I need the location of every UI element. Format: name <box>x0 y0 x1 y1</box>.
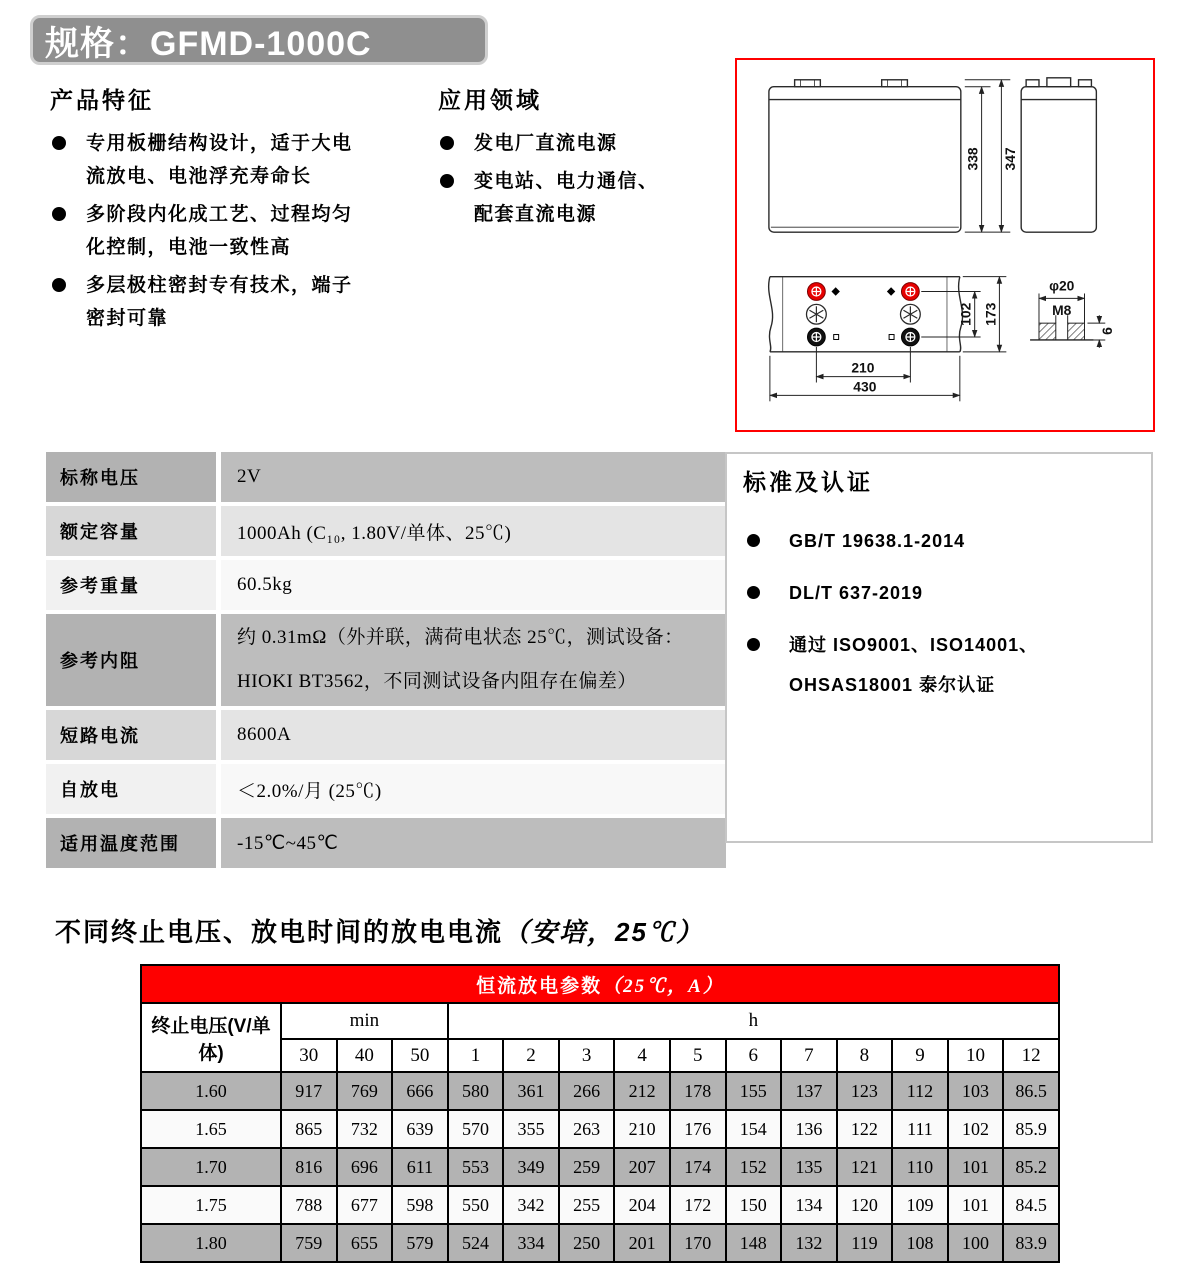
dim-terminal-diameter-label: φ20 <box>1049 277 1075 294</box>
top-view-dimensions <box>770 277 1006 402</box>
current-cell: 210 <box>614 1110 670 1148</box>
spec-label-cell: 参考内阻 <box>46 614 216 706</box>
bullet-icon <box>52 136 66 150</box>
current-cell: 176 <box>670 1110 726 1148</box>
spec-table <box>41 448 731 872</box>
current-cell: 85.9 <box>1003 1110 1059 1148</box>
column-header: 7 <box>781 1039 837 1072</box>
current-cell: 250 <box>559 1224 615 1262</box>
column-header: 9 <box>892 1039 948 1072</box>
battery-top-view <box>769 277 963 352</box>
spec-label-cell: 短路电流 <box>46 710 216 760</box>
current-cell: 112 <box>892 1072 948 1110</box>
voltage-cell: 1.75 <box>141 1186 281 1224</box>
column-header: 3 <box>559 1039 615 1072</box>
positive-terminal-icon <box>807 283 825 301</box>
end-voltage-column-header: 终止电压(V/单体) <box>141 1003 281 1072</box>
spec-value-cell: 1000Ah (C₁₀, 1.80V/单体、25℃) <box>221 506 726 556</box>
spec-title: 规格：GFMD-1000C <box>45 24 372 63</box>
current-cell: 132 <box>781 1224 837 1262</box>
bullet-icon <box>747 586 760 599</box>
column-header: 4 <box>614 1039 670 1072</box>
current-cell: 677 <box>337 1186 393 1224</box>
current-cell: 666 <box>392 1072 448 1110</box>
dimension-drawing-panel <box>735 58 1155 432</box>
bullet-icon <box>52 207 66 221</box>
current-cell: 102 <box>948 1110 1004 1148</box>
bullet-icon <box>747 534 760 547</box>
bullet-icon <box>52 278 66 292</box>
current-cell: 553 <box>448 1148 504 1186</box>
current-cell: 154 <box>726 1110 782 1148</box>
dim-total-height-label: 347 <box>1002 147 1019 171</box>
current-cell: 101 <box>948 1186 1004 1224</box>
current-cell: 263 <box>559 1110 615 1148</box>
applications-list <box>438 127 670 231</box>
current-cell: 134 <box>781 1186 837 1224</box>
discharge-data-row <box>141 1224 1059 1262</box>
applications-section <box>438 82 670 231</box>
current-cell: 917 <box>281 1072 337 1110</box>
current-cell: 122 <box>837 1110 893 1148</box>
current-cell: 788 <box>281 1186 337 1224</box>
current-cell: 155 <box>726 1072 782 1110</box>
current-cell: 579 <box>392 1224 448 1262</box>
spec-value-cell: 8600A <box>221 710 726 760</box>
discharge-data-row <box>141 1072 1059 1110</box>
current-cell: 212 <box>614 1072 670 1110</box>
column-header: 8 <box>837 1039 893 1072</box>
current-cell: 696 <box>337 1148 393 1186</box>
spec-value-cell: ＜2.0%/月 (25℃) <box>221 764 726 814</box>
current-cell: 769 <box>337 1072 393 1110</box>
spec-label-cell: 适用温度范围 <box>46 818 216 868</box>
bullet-icon <box>440 136 454 150</box>
current-cell: 178 <box>670 1072 726 1110</box>
voltage-cell: 1.60 <box>141 1072 281 1110</box>
current-cell: 334 <box>503 1224 559 1262</box>
current-cell: 204 <box>614 1186 670 1224</box>
current-cell: 111 <box>892 1110 948 1148</box>
current-cell: 119 <box>837 1224 893 1262</box>
current-cell: 84.5 <box>1003 1186 1059 1224</box>
current-cell: 109 <box>892 1186 948 1224</box>
standard-item: DL/T 637-2019 <box>743 573 1137 613</box>
current-cell: 201 <box>614 1224 670 1262</box>
application-item: 变电站、电力通信、配套直流电源 <box>438 165 670 231</box>
current-cell: 150 <box>726 1186 782 1224</box>
discharge-data-row <box>141 1110 1059 1148</box>
current-cell: 259 <box>559 1148 615 1186</box>
current-cell: 103 <box>948 1072 1004 1110</box>
spec-row <box>46 452 726 502</box>
column-header: 5 <box>670 1039 726 1072</box>
current-cell: 865 <box>281 1110 337 1148</box>
current-cell: 550 <box>448 1186 504 1224</box>
current-cell: 611 <box>392 1148 448 1186</box>
current-cell: 83.9 <box>1003 1224 1059 1262</box>
current-cell: 598 <box>392 1186 448 1224</box>
column-header: 30 <box>281 1039 337 1072</box>
discharge-data-row <box>141 1148 1059 1186</box>
current-cell: 100 <box>948 1224 1004 1262</box>
features-list <box>50 127 372 335</box>
current-cell: 524 <box>448 1224 504 1262</box>
column-header: 12 <box>1003 1039 1059 1072</box>
discharge-data-row <box>141 1186 1059 1224</box>
column-header: 40 <box>337 1039 393 1072</box>
spec-row <box>46 710 726 760</box>
spec-row <box>46 614 726 706</box>
current-cell: 349 <box>503 1148 559 1186</box>
feature-item: 多阶段内化成工艺、过程均匀化控制，电池一致性高 <box>50 198 372 264</box>
dim-terminal-row-spacing-label: 102 <box>957 302 974 326</box>
discharge-header-row <box>141 1003 1059 1039</box>
current-cell: 170 <box>670 1224 726 1262</box>
current-cell: 136 <box>781 1110 837 1148</box>
column-header: 2 <box>503 1039 559 1072</box>
negative-terminal-icon <box>901 328 919 346</box>
negative-terminal-icon <box>807 328 825 346</box>
current-cell: 152 <box>726 1148 782 1186</box>
dim-thread-depth-label: 6 <box>1099 327 1116 335</box>
current-cell: 255 <box>559 1186 615 1224</box>
dim-thread-spec-label: M8 <box>1052 302 1072 319</box>
spec-row <box>46 560 726 610</box>
dim-case-height-label: 338 <box>964 147 981 171</box>
spec-row <box>46 506 726 556</box>
current-cell: 137 <box>781 1072 837 1110</box>
spec-label-cell: 额定容量 <box>46 506 216 556</box>
dim-total-width-label: 430 <box>853 378 877 395</box>
current-cell: 174 <box>670 1148 726 1186</box>
discharge-table-title-row <box>141 965 1059 1003</box>
column-header: 50 <box>392 1039 448 1072</box>
voltage-cell: 1.70 <box>141 1148 281 1186</box>
bullet-icon <box>440 174 454 188</box>
dim-body-depth-label: 173 <box>982 302 999 326</box>
current-cell: 570 <box>448 1110 504 1148</box>
current-cell: 110 <box>892 1148 948 1186</box>
spec-value-cell: -15℃~45℃ <box>221 818 726 868</box>
voltage-cell: 1.65 <box>141 1110 281 1148</box>
bullet-icon <box>747 638 760 651</box>
current-cell: 759 <box>281 1224 337 1262</box>
vent-valve-icon <box>806 304 826 324</box>
current-cell: 266 <box>559 1072 615 1110</box>
battery-front-view <box>769 80 961 232</box>
voltage-cell: 1.80 <box>141 1224 281 1262</box>
discharge-heading: 不同终止电压、放电时间的放电电流（安培，25℃） <box>55 917 704 947</box>
current-cell: 172 <box>670 1186 726 1224</box>
standards-list <box>743 521 1137 705</box>
discharge-table-title: 恒流放电参数（25℃，A） <box>141 965 1059 1003</box>
column-header: 1 <box>448 1039 504 1072</box>
current-cell: 148 <box>726 1224 782 1262</box>
spec-value-cell: 约 0.31mΩ（外并联，满荷电状态 25℃，测试设备：HIOKI BT3562，不同测试设备内阻存在偏差） <box>221 614 726 706</box>
spec-title-badge <box>30 15 488 65</box>
dim-terminal-col-spacing-label: 210 <box>851 359 875 376</box>
current-cell: 355 <box>503 1110 559 1148</box>
standards-section <box>725 452 1153 843</box>
current-cell: 86.5 <box>1003 1072 1059 1110</box>
current-cell: 580 <box>448 1072 504 1110</box>
current-cell: 732 <box>337 1110 393 1148</box>
spec-value-cell: 2V <box>221 452 726 502</box>
discharge-table <box>140 964 1060 1263</box>
spec-label-cell: 自放电 <box>46 764 216 814</box>
features-heading: 产品特征 <box>50 87 154 113</box>
applications-heading: 应用领域 <box>438 87 542 113</box>
current-cell: 120 <box>837 1186 893 1224</box>
battery-side-view <box>1021 78 1096 232</box>
positive-terminal-icon <box>901 283 919 301</box>
spec-value-cell: 60.5kg <box>221 560 726 610</box>
current-cell: 108 <box>892 1224 948 1262</box>
battery-dimension-drawing <box>737 60 1153 430</box>
current-cell: 655 <box>337 1224 393 1262</box>
current-cell: 639 <box>392 1110 448 1148</box>
terminal-markers <box>832 288 894 339</box>
current-cell: 101 <box>948 1148 1004 1186</box>
current-cell: 123 <box>837 1072 893 1110</box>
spec-row <box>46 764 726 814</box>
column-header: 10 <box>948 1039 1004 1072</box>
hours-header: h <box>448 1003 1059 1039</box>
standard-item: 通过 ISO9001、ISO14001、OHSAS18001 泰尔认证 <box>743 625 1137 705</box>
features-section <box>50 82 372 335</box>
standards-heading: 标准及认证 <box>743 469 873 495</box>
current-cell: 816 <box>281 1148 337 1186</box>
application-item: 发电厂直流电源 <box>438 127 670 160</box>
standard-item: GB/T 19638.1-2014 <box>743 521 1137 561</box>
spec-label-cell: 标称电压 <box>46 452 216 502</box>
spec-row <box>46 818 726 868</box>
current-cell: 361 <box>503 1072 559 1110</box>
current-cell: 207 <box>614 1148 670 1186</box>
current-cell: 121 <box>837 1148 893 1186</box>
feature-item: 专用板栅结构设计，适于大电流放电、电池浮充寿命长 <box>50 127 372 193</box>
current-cell: 135 <box>781 1148 837 1186</box>
minutes-header: min <box>281 1003 448 1039</box>
current-cell: 342 <box>503 1186 559 1224</box>
feature-item: 多层极柱密封专有技术，端子密封可靠 <box>50 269 372 335</box>
column-header: 6 <box>726 1039 782 1072</box>
spec-label-cell: 参考重量 <box>46 560 216 610</box>
vent-valve-icon <box>900 304 920 324</box>
current-cell: 85.2 <box>1003 1148 1059 1186</box>
